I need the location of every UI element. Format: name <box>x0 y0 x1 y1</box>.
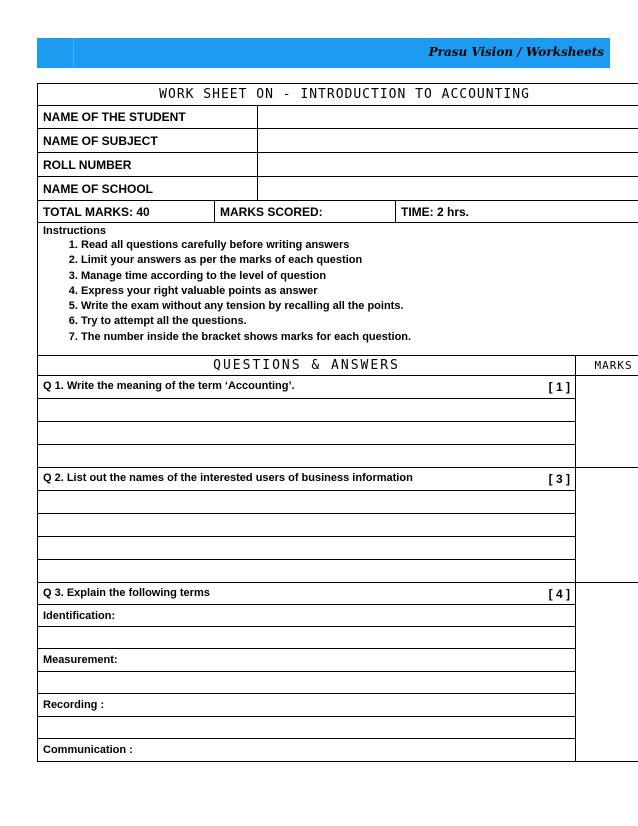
total-marks: TOTAL MARKS: 40 <box>38 201 215 223</box>
subject-name-field[interactable] <box>258 129 638 153</box>
answer-line[interactable] <box>38 445 576 468</box>
school-name-field[interactable] <box>258 177 638 201</box>
field-label: NAME OF SUBJECT <box>38 129 258 153</box>
question-text: Q 1. Write the meaning of the term ‘Accounting’. <box>43 380 295 392</box>
question-marks: [ 4 ] <box>548 586 570 601</box>
question-marks: [ 1 ] <box>548 380 570 394</box>
brand-title: Prasu Vision / Worksheets <box>428 45 604 59</box>
instruction-item: 5. Write the exam without any tension by recalling all the points. <box>81 299 638 314</box>
answer-line[interactable] <box>38 672 576 694</box>
qa-heading: QUESTIONS & ANSWERS <box>38 356 576 376</box>
header-divider <box>73 38 74 68</box>
instruction-item: 4. Express your right valuable points as answer <box>81 284 638 299</box>
answer-line[interactable] <box>38 514 576 537</box>
answer-line[interactable] <box>38 717 576 739</box>
field-label: NAME OF SCHOOL <box>38 177 258 201</box>
instructions-block <box>38 223 638 356</box>
marks-box-q3[interactable] <box>576 583 638 762</box>
term-measurement: Measurement: <box>38 649 576 672</box>
instruction-item: 7. The number inside the bracket shows marks for each question. <box>81 330 638 345</box>
answer-line[interactable] <box>38 627 576 649</box>
question-marks: [ 3 ] <box>548 472 570 486</box>
instruction-item: 6. Try to attempt all the questions. <box>81 314 638 329</box>
time-allowed: TIME: 2 hrs. <box>396 201 638 223</box>
worksheet-table <box>37 83 638 762</box>
roll-number-field[interactable] <box>258 153 638 177</box>
answer-line[interactable] <box>38 537 576 560</box>
instructions-list <box>43 238 638 345</box>
marks-box-q2[interactable] <box>576 468 638 583</box>
question-text: Q 2. List out the names of the interested users of business information <box>43 472 413 484</box>
marks-box-q1[interactable] <box>576 376 638 468</box>
instruction-item: 1. Read all questions carefully before writing answers <box>81 238 638 253</box>
answer-line[interactable] <box>38 422 576 445</box>
question-3 <box>38 583 576 605</box>
term-communication: Communication : <box>38 739 576 762</box>
instruction-item: 2. Limit your answers as per the marks of each question <box>81 253 638 268</box>
header-bar <box>37 38 610 68</box>
answer-line[interactable] <box>38 560 576 583</box>
answer-line[interactable] <box>38 491 576 514</box>
term-recording: Recording : <box>38 694 576 717</box>
field-label: NAME OF THE STUDENT <box>38 106 258 129</box>
marks-scored[interactable]: MARKS SCORED: <box>215 201 396 223</box>
question-text: Q 3. Explain the following terms <box>43 586 210 599</box>
question-1 <box>38 376 576 399</box>
marks-heading: MARKS <box>576 356 638 376</box>
student-name-field[interactable] <box>258 106 638 129</box>
term-identification: Identification: <box>38 605 576 627</box>
instruction-item: 3. Manage time according to the level of question <box>81 269 638 284</box>
answer-line[interactable] <box>38 399 576 422</box>
instructions-heading: Instructions <box>43 225 106 237</box>
question-2 <box>38 468 576 491</box>
field-label: ROLL NUMBER <box>38 153 258 177</box>
worksheet-title: WORK SHEET ON - INTRODUCTION TO ACCOUNTING <box>38 84 638 106</box>
